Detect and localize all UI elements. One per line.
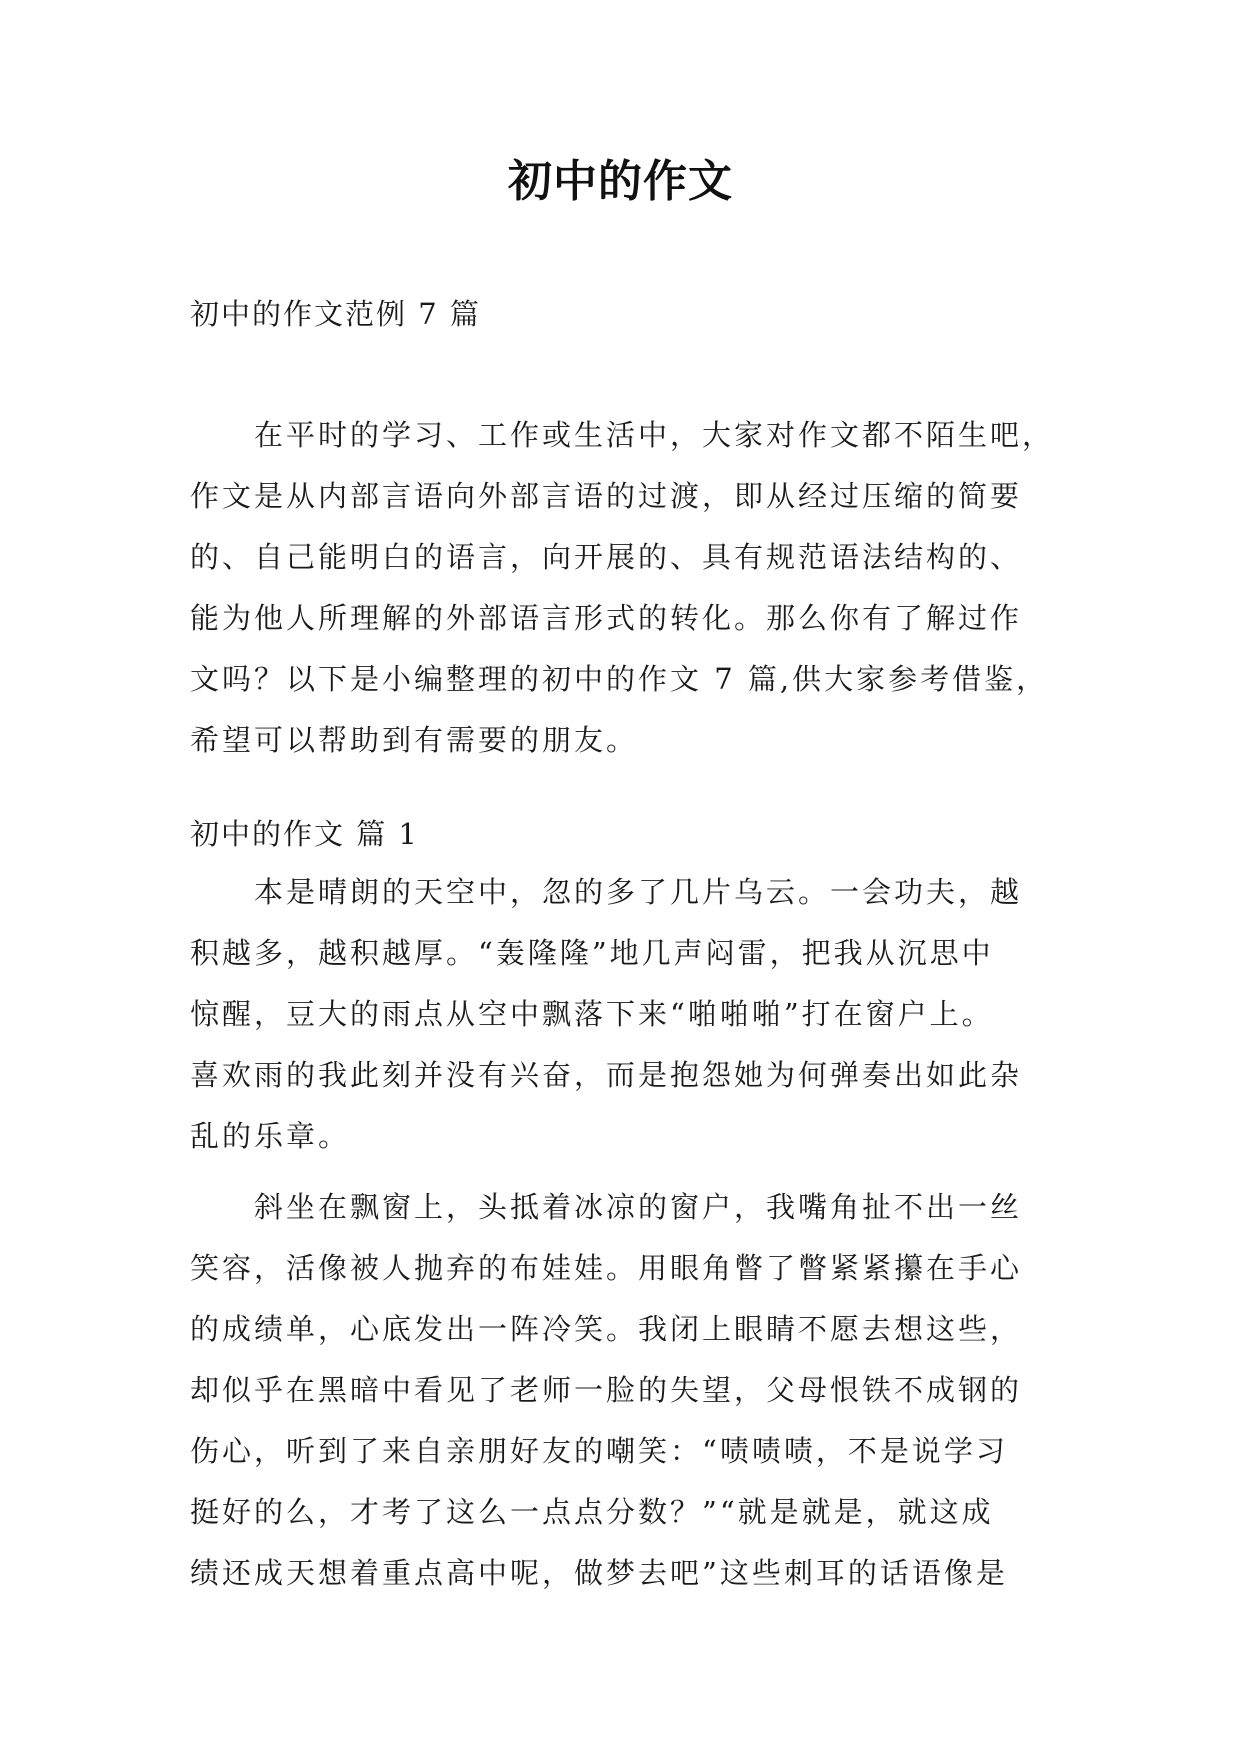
text-line: 喜欢雨的我此刻并没有兴奋，而是抱怨她为何弹奏出如此杂 [190, 1058, 1023, 1092]
text-line: 乱的乐章。 [190, 1119, 351, 1153]
text-line: 惊醒，豆大的雨点从空中飘落下来“啪啪啪”打在窗户上。 [190, 997, 994, 1031]
body-paragraph-1 [190, 862, 1050, 1167]
document-subtitle: 初中的作文范例 7 篇 [190, 297, 481, 331]
text-line: 伤心，听到了来自亲朋好友的嘲笑：“啧啧啧，不是说学习 [190, 1434, 1008, 1468]
text-line: 却似乎在黑暗中看见了老师一脸的失望，父母恨铁不成钢的 [190, 1373, 1023, 1407]
text-line: 绩还成天想着重点高中呢，做梦去吧”这些刺耳的话语像是 [190, 1556, 1008, 1590]
text-line: 在平时的学习、工作或生活中，大家对作文都不陌生吧， [190, 418, 1055, 452]
section-heading: 初中的作文 篇 1 [190, 817, 419, 851]
text-line: 作文是从内部言语向外部言语的过渡，即从经过压缩的简要 [190, 479, 1023, 513]
text-line: 笑容，活像被人抛弃的布娃娃。用眼角瞥了瞥紧紧攥在手心 [190, 1251, 1023, 1285]
text-line: 挺好的么，才考了这么一点点分数？”“就是就是，就这成 [190, 1495, 994, 1529]
text-line: 积越多，越积越厚。“轰隆隆”地几声闷雷，把我从沉思中 [190, 936, 994, 970]
text-line: 本是晴朗的天空中，忽的多了几片乌云。一会功夫，越 [190, 875, 1023, 909]
document-title: 初中的作文 [508, 156, 733, 207]
text-line: 斜坐在飘窗上，头抵着冰凉的窗户，我嘴角扯不出一丝 [190, 1190, 1023, 1224]
text-line: 能为他人所理解的外部语言形式的转化。那么你有了解过作 [190, 601, 1023, 635]
text-line: 的成绩单，心底发出一阵冷笑。我闭上眼睛不愿去想这些， [190, 1312, 1023, 1346]
text-line: 文吗？以下是小编整理的初中的作文 7 篇,供大家参考借鉴， [190, 662, 1049, 696]
intro-paragraph [190, 405, 1055, 771]
body-paragraph-2 [190, 1177, 1050, 1604]
text-line: 的、自己能明白的语言，向开展的、具有规范语法结构的、 [190, 540, 1023, 574]
text-line: 希望可以帮助到有需要的朋友。 [190, 723, 639, 757]
